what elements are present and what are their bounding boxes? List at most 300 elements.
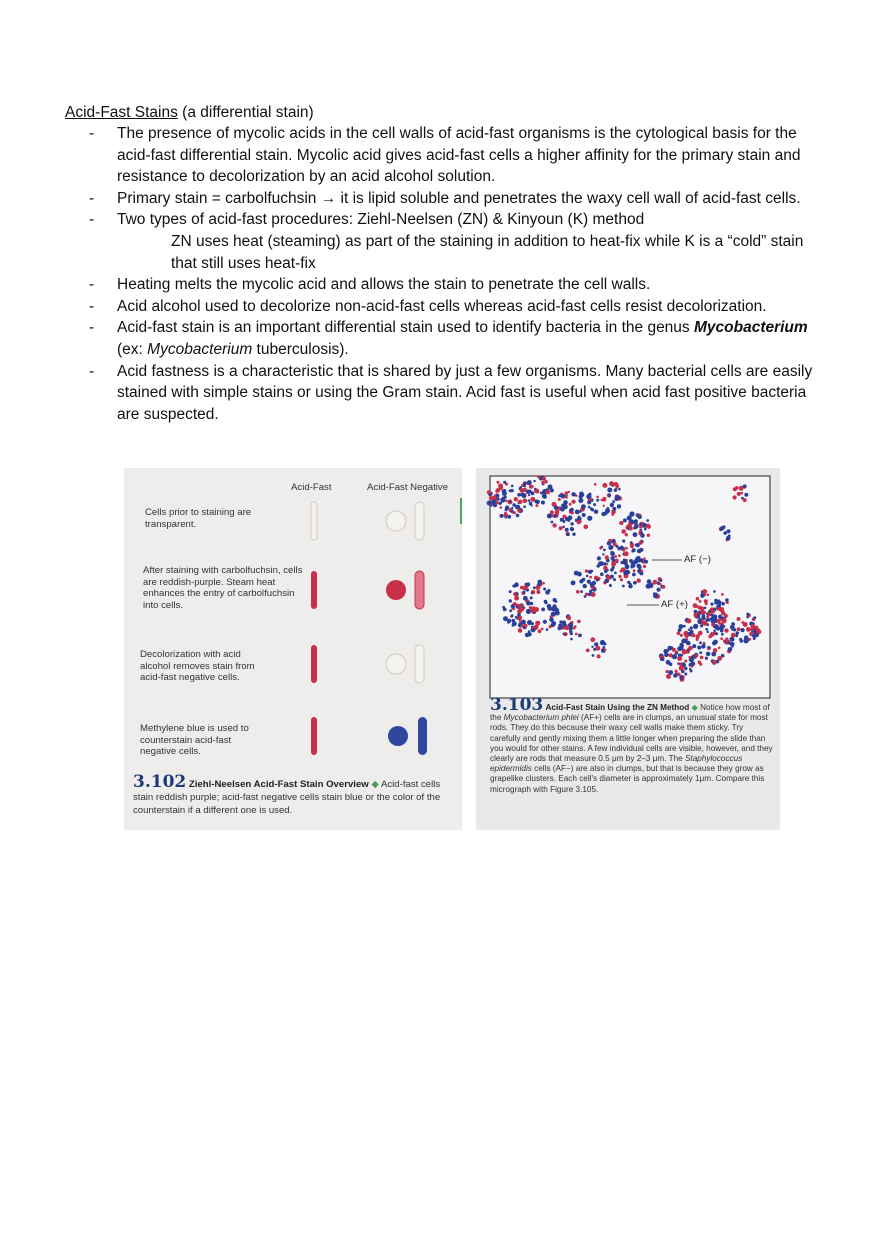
bacterial-cell [602, 483, 607, 488]
bacterial-cell [559, 623, 563, 627]
bacterial-cell [558, 498, 561, 501]
bacterial-cell [596, 499, 599, 502]
bacterial-cell [615, 559, 619, 563]
bacterial-cell [735, 634, 738, 637]
bacterial-cell [629, 583, 632, 586]
bacterial-cell [570, 638, 573, 641]
bacterial-cell [681, 654, 684, 657]
bacterial-cell [531, 592, 533, 594]
bacterial-cell [599, 547, 602, 550]
bacterial-cell [505, 508, 508, 511]
bacterial-cell [684, 667, 687, 670]
bacterial-cell [631, 561, 635, 565]
bacterial-cell [531, 491, 535, 495]
bacterial-cell [565, 494, 568, 497]
bacterial-cell [610, 503, 614, 507]
bacterial-cell [607, 494, 609, 496]
bacterial-cell [703, 617, 706, 620]
bacterial-cell [739, 486, 744, 491]
bacterial-cell [694, 654, 698, 658]
bacterial-cell [570, 522, 573, 525]
bacterial-cell [699, 600, 702, 603]
bacterial-cell [727, 529, 731, 533]
bacterial-cell [624, 551, 629, 556]
bacterial-cell [731, 622, 735, 626]
bacterial-cell [543, 588, 546, 591]
bacterial-cell [603, 549, 606, 552]
bacterial-cell [568, 515, 573, 520]
bacterial-cell [700, 656, 704, 660]
bacterial-cell [555, 608, 559, 612]
bacterial-cell [514, 497, 518, 501]
figure-zn-micrograph [476, 468, 780, 830]
bacterial-cell [520, 488, 525, 493]
bacterial-cell [694, 616, 697, 619]
bacterial-cell [588, 593, 591, 596]
bacterial-cell [543, 620, 547, 624]
bacterial-cell [739, 638, 742, 641]
bacterial-cell [662, 585, 666, 589]
bacterial-cell [597, 564, 600, 567]
bullet-item: - The presence of mycolic acids in the cell walls of acid-fast organisms is the cytological basis for the acid-fast differential stain. Mycolic acid gives acid-fast cells a higher affinity for the primary stain and resistance to decolorization by an acid alcohol solution. [89, 125, 801, 186]
bacterial-cell [564, 506, 566, 508]
bacterial-cell [542, 477, 546, 481]
bacterial-cell [721, 633, 724, 636]
bacterial-cell [728, 534, 731, 537]
bacterial-cell [710, 618, 713, 621]
bacterial-cell [537, 580, 542, 585]
bacterial-cell [504, 512, 507, 515]
bacterial-cell [700, 593, 704, 597]
bacterial-cell [578, 498, 583, 503]
bacterial-cell [702, 589, 707, 594]
bacterial-cell [594, 642, 598, 646]
bacterial-cell [487, 501, 492, 506]
bullet-text: Heating melts the mycolic acid and allows the stain to penetrate the cell walls. [117, 276, 651, 294]
bacterial-cell [720, 637, 723, 640]
bacterial-cell [597, 654, 601, 658]
bacterial-cell [733, 487, 737, 491]
bacterial-cell [629, 527, 633, 531]
bacterial-cell [714, 624, 719, 629]
bacterial-cell [588, 506, 591, 509]
bacterial-cell [632, 548, 636, 552]
bullet-text: Two types of acid-fast procedures: Ziehl-Neelsen (ZN) & Kinyoun (K) method [117, 211, 645, 229]
bacterial-cell [526, 588, 529, 591]
bacterial-cell [592, 654, 595, 657]
bacterial-cell [672, 648, 676, 652]
bacterial-cell [722, 618, 727, 623]
bacterial-cell [553, 598, 557, 602]
bacterial-cell [584, 595, 587, 598]
bacterial-cell [516, 606, 519, 609]
bacterial-cell [691, 661, 696, 666]
bacterial-cell [622, 549, 625, 552]
bacterial-cell [535, 500, 538, 503]
bacterial-cell [540, 492, 543, 495]
bacterial-cell [517, 509, 521, 513]
bacterial-cell [704, 599, 708, 603]
bacterial-cell [549, 617, 554, 622]
bacterial-cell [503, 616, 508, 621]
bacterial-cell [521, 625, 524, 628]
bacterial-cell [666, 670, 669, 673]
bullet-text: Acid alcohol used to decolorize non-acid-fast cells whereas acid-fast cells resist decolorization. [117, 297, 767, 315]
bacterial-cell [728, 647, 733, 652]
bacterial-cell [596, 646, 601, 651]
bacterial-cell [657, 588, 661, 592]
bacterial-cell [621, 529, 626, 534]
bacterial-cell [583, 584, 587, 588]
bacterial-cell [514, 596, 519, 601]
bacterial-cell [683, 639, 687, 643]
bacterial-cell [623, 559, 626, 562]
bacterial-cell [500, 506, 503, 509]
bacterial-cell [707, 631, 709, 633]
bacterial-cell [622, 539, 625, 542]
bacterial-cell [587, 500, 591, 504]
bacterial-cell [625, 547, 628, 550]
bacterial-cell [693, 603, 698, 608]
bacterial-cell [707, 618, 711, 622]
bacterial-cell [713, 590, 716, 593]
label-af-negative: AF (−) [684, 554, 711, 565]
bacterial-cell [546, 628, 549, 631]
bacterial-cell [708, 610, 711, 613]
bacterial-cell [666, 660, 671, 665]
bacterial-cell [503, 608, 507, 612]
bacterial-cell [585, 569, 588, 572]
bacterial-cell [684, 673, 687, 676]
bullet-item: - Two types of acid-fast procedures: Ziehl-Neelsen (ZN) & Kinyoun (K) method ZN uses heat (steaming) as part of the staining in addition to heat-fix while K is a “cold” stain that still uses heat-fix [65, 209, 825, 274]
bacterial-cell [741, 497, 744, 500]
bacterial-cell [509, 500, 512, 503]
label-af-positive: AF (+) [661, 599, 688, 610]
bacterial-cell [699, 651, 702, 654]
bacterial-cell [588, 493, 591, 496]
figure-zn-overview [124, 468, 462, 830]
bacterial-cell [610, 551, 615, 556]
bacterial-cell [737, 492, 741, 496]
bacterial-cell [526, 601, 530, 605]
bacterial-cell [703, 644, 706, 647]
bacterial-cell [660, 657, 664, 661]
bacterial-cell [541, 501, 545, 505]
bacterial-cell [545, 590, 550, 595]
bacterial-cell [679, 666, 684, 671]
bacterial-cell [743, 623, 747, 627]
bacterial-cell [646, 519, 649, 522]
section-heading [65, 102, 314, 123]
bacterial-cell [666, 674, 671, 679]
bacterial-cell [569, 503, 572, 506]
bacterial-cell [601, 512, 606, 517]
bacterial-cell [510, 489, 513, 492]
bacterial-cell [570, 527, 574, 531]
bacterial-cell [693, 624, 698, 629]
bacterial-cell [639, 514, 642, 517]
bacterial-cell [496, 497, 500, 501]
bullet-subtext: ZN uses heat (steaming) as part of the staining in addition to heat-fix while K is a “cold” stain that still uses heat-fix [171, 232, 804, 272]
bacterial-cell [682, 650, 687, 655]
bacterial-cell [604, 570, 607, 573]
bacterial-cell [698, 631, 703, 636]
bacterial-cell [620, 578, 623, 581]
bacterial-cell [582, 513, 586, 517]
bacterial-cell [542, 494, 547, 499]
bullet-list [65, 123, 825, 425]
figure-caption: 3.103 Acid-Fast Stain Using the ZN Method ◆ Notice how most of the Mycobacterium phlei (AF+) cells are in clumps, an unusual state for most rods. They do this because their waxy cell walls make them sticky. Try carefully and gently mixing them a little longer when preparing the slide than you would for other stains. A few individual cells are visible, however, and they clearly are rods that measure 0.5 μm by 2–3 μm. The Staphylococcus epidermidis cells (AF−) are also in clumps, but that is because they grow as grapelike clusters. Each cell's diameter is approximately 1μm. Compare this micrograph with Figure 3.105. [490, 695, 773, 794]
bacterial-cell [700, 624, 703, 627]
bacterial-cell [530, 596, 533, 599]
bacterial-cell [690, 626, 693, 629]
bacterial-cell [619, 521, 623, 525]
bacterial-cell [593, 503, 596, 506]
bacterial-cell [699, 618, 702, 621]
bacterial-cell [526, 490, 531, 495]
bacterial-cell [614, 482, 619, 487]
bacterial-cell [614, 555, 617, 558]
bacterial-cell [536, 590, 540, 594]
bacterial-cell [526, 582, 530, 586]
bacterial-cell [523, 498, 528, 503]
bacterial-cell [541, 608, 545, 612]
bacterial-cell [684, 660, 687, 663]
bacterial-cell [688, 629, 690, 631]
bacterial-cell [643, 557, 645, 559]
bacterial-cell [594, 510, 598, 514]
bacterial-cell [725, 598, 729, 602]
bacterial-cell [706, 615, 709, 618]
bacterial-cell [571, 581, 576, 586]
bacterial-cell [538, 629, 542, 633]
bacterial-cell [534, 488, 536, 490]
bacterial-cell [526, 609, 531, 614]
bacterial-cell [505, 500, 508, 503]
bacterial-cell [666, 649, 669, 652]
bacterial-cell [627, 516, 632, 521]
bacterial-cell [547, 604, 552, 609]
bacterial-cell [613, 578, 616, 581]
bacterial-cell [639, 548, 643, 552]
bacterial-cell [528, 499, 531, 502]
bacterial-cell [609, 584, 612, 587]
bacterial-cell [590, 582, 595, 587]
bacterial-cell [602, 553, 604, 555]
bacterial-cell [577, 620, 581, 624]
bacterial-cell [677, 656, 682, 661]
bacterial-cell [536, 585, 541, 590]
bacterial-cell [581, 493, 585, 497]
bacterial-cell [753, 616, 756, 619]
genus-name: Mycobacterium [693, 319, 808, 337]
bacterial-cell [596, 579, 599, 582]
bacterial-cell [688, 656, 691, 659]
bacterial-cell [565, 625, 570, 630]
bacterial-cell [756, 629, 761, 634]
bacterial-cell [521, 620, 526, 625]
bacterial-cell [632, 573, 636, 577]
bacterial-cell [522, 494, 527, 499]
bacterial-cell [518, 628, 523, 633]
bacterial-cell [562, 526, 565, 529]
bacterial-cell [524, 624, 528, 628]
bacterial-cell [602, 497, 606, 501]
bacterial-cell [587, 516, 592, 521]
bacterial-cell [653, 580, 658, 585]
bacterial-cell [618, 554, 621, 557]
bacterial-cell [644, 528, 647, 531]
bacterial-cell [718, 615, 722, 619]
bacterial-cell [609, 545, 613, 549]
bacterial-cell [500, 514, 504, 518]
bacterial-cell [588, 570, 592, 574]
bacterial-cell [679, 646, 684, 651]
bacterial-cell [537, 475, 540, 478]
bacterial-cell [570, 508, 574, 512]
bacterial-cell [541, 481, 544, 484]
bacterial-cell [737, 627, 741, 631]
bacterial-cell [505, 483, 508, 486]
bacterial-cell [630, 541, 633, 544]
bacterial-cell [708, 635, 712, 639]
bacterial-cell [584, 525, 589, 530]
bacterial-cell [520, 586, 524, 590]
bacterial-cell [597, 556, 601, 560]
bacterial-cell [731, 633, 736, 638]
bacterial-cell [546, 490, 550, 494]
bacterial-cell [533, 586, 536, 589]
bacterial-cell [723, 525, 726, 528]
bacterial-cell [711, 614, 714, 617]
bacterial-cell [500, 497, 505, 502]
bacterial-cell [635, 543, 639, 547]
bacterial-cell [647, 525, 651, 529]
bacterial-cell [576, 590, 580, 594]
heading-title: Acid-Fast Stains [65, 104, 178, 121]
bacterial-cell [633, 569, 636, 572]
bacterial-cell [554, 505, 559, 510]
bacterial-cell [710, 603, 713, 606]
bacterial-cell [512, 585, 515, 588]
bacterial-cell [586, 649, 590, 653]
bacterial-cell [705, 628, 708, 631]
bacterial-cell [491, 500, 496, 505]
bacterial-cell [523, 481, 527, 485]
bacterial-cell [647, 534, 650, 537]
bacterial-cell [591, 508, 594, 511]
bacterial-cell [650, 585, 653, 588]
figure-caption: 3.102 Ziehl-Neelsen Acid-Fast Stain Overview ◆ Acid-fast cells stain reddish purple; acid-fast negative cells stain blue or the color of the counterstain if a different one is used. [133, 772, 441, 816]
bacterial-cell [643, 523, 647, 527]
bacterial-cell [737, 617, 741, 621]
bacterial-cell [713, 648, 718, 653]
bacterial-cell [563, 633, 566, 636]
rod-cell-red [415, 571, 424, 609]
bullet-text: The presence of mycolic acids in the cell walls of acid-fast organisms is the cytological basis for the acid-fast differential stain. Mycolic acid gives acid-fast cells a higher affinity for the primary stain and resistance to decolorization by an acid alcohol solution. [117, 125, 801, 186]
bacterial-cell [684, 634, 688, 638]
bacterial-cell [724, 628, 728, 632]
bacterial-cell [744, 493, 748, 497]
bacterial-cell [689, 668, 692, 671]
bacterial-cell [640, 532, 643, 535]
bacterial-cell [699, 663, 702, 666]
bacterial-cell [614, 489, 617, 492]
bacterial-cell [614, 572, 617, 575]
bacterial-cell [623, 518, 627, 522]
bacterial-cell [590, 637, 595, 642]
bacterial-cell [533, 628, 536, 631]
bacterial-cell [628, 523, 632, 527]
bacterial-cell [544, 480, 547, 483]
rod-cell-decolorized [415, 645, 424, 683]
bacterial-cell [618, 488, 621, 491]
bacterial-cell [505, 516, 507, 518]
step-text: Decolorization with acid alcohol removes stain from acid-fast negative cells. [140, 649, 255, 683]
bacterial-cell [612, 500, 615, 503]
bacterial-cell [752, 634, 756, 638]
bacterial-cell [552, 604, 556, 608]
bacterial-cell [723, 531, 727, 535]
bacterial-cell [748, 638, 751, 641]
bullet-item: - Acid alcohol used to decolorize non-acid-fast cells whereas acid-fast cells resist decolorization. [89, 297, 767, 315]
bacterial-cell [523, 591, 526, 594]
bacterial-cell [634, 524, 639, 529]
bacterial-cell [613, 508, 616, 511]
bacterial-cell [744, 636, 749, 641]
bacterial-cell [625, 533, 628, 536]
bacterial-cell [568, 491, 570, 493]
bacterial-cell [563, 515, 567, 519]
bullet-text: Acid fastness is a characteristic that is shared by just a few organisms. Many bacterial cells are easily stained with simple stains or using the Gram stain. Acid fast is useful when acid fast positive bacteria are suspected. [117, 362, 813, 423]
bacterial-cell [487, 490, 491, 494]
bacterial-cell [515, 616, 518, 619]
bacterial-cell [575, 633, 578, 636]
bacterial-cell [611, 562, 616, 567]
bacterial-cell [679, 662, 683, 666]
tab-marker [460, 498, 462, 524]
bacterial-cell [636, 556, 641, 561]
rod-cell-transparent [311, 502, 317, 540]
bacterial-cell [527, 620, 532, 625]
bacterial-cell [613, 542, 617, 546]
bacterial-cell [677, 673, 681, 677]
bacterial-cell [610, 568, 614, 572]
rod-cell-blue [418, 717, 427, 755]
bacterial-cell [713, 630, 716, 633]
bacterial-cell [659, 583, 662, 586]
coccus-cell-blue [388, 726, 408, 746]
bacterial-cell [520, 607, 524, 611]
bacterial-cell [517, 613, 521, 617]
bacterial-cell [682, 676, 685, 679]
step-text: After staining with carbolfuchsin, cells are reddish-purple. Steam heat enhances the entry of carbolfuchsin into cells. [143, 565, 303, 611]
column-header-acid-fast: Acid-Fast [291, 482, 332, 493]
bacterial-cell [533, 480, 535, 482]
bacterial-cell [581, 504, 586, 509]
bacterial-cell [604, 643, 607, 646]
bacterial-cell [513, 511, 516, 514]
bacterial-cell [677, 631, 681, 635]
bacterial-cell [606, 575, 610, 579]
bacterial-cell [577, 572, 582, 577]
bacterial-cell [731, 645, 733, 647]
bacterial-cell [692, 644, 696, 648]
column-header-acid-fast-negative: Acid-Fast Negative [367, 482, 449, 493]
bacterial-cell [560, 518, 564, 522]
bacterial-cell [702, 621, 707, 626]
bacterial-cell [608, 539, 611, 542]
